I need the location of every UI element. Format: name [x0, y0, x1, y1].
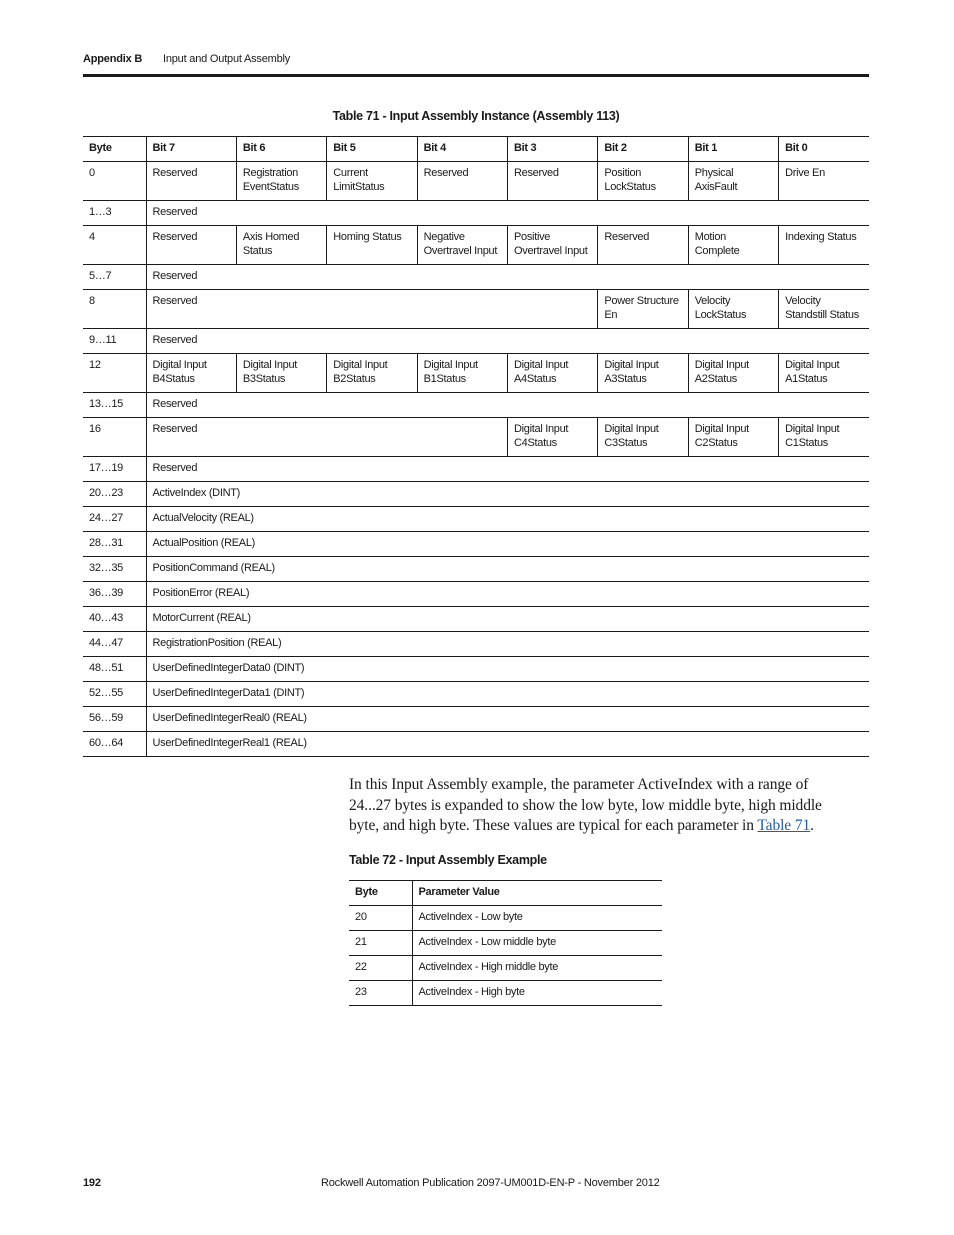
- table-row: [83, 657, 869, 682]
- bit-cell: UserDefinedIntegerData0 (DINT): [146, 657, 869, 682]
- bit-cell: UserDefinedIntegerData1 (DINT): [146, 682, 869, 707]
- table72-header-cell: Parameter Value: [412, 881, 662, 906]
- bit-cell: Current LimitStatus: [327, 162, 417, 201]
- publication-info: Rockwell Automation Publication 2097-UM001D-EN-P - November 2012: [321, 1177, 660, 1189]
- bit-cell: Reserved: [417, 162, 507, 201]
- bit-cell: ActualVelocity (REAL): [146, 507, 869, 532]
- table71-header-cell: Bit 1: [688, 137, 778, 162]
- table71-header-cell: Bit 3: [508, 137, 598, 162]
- byte-cell: 4: [83, 226, 146, 265]
- table71-link[interactable]: Table 71: [757, 817, 811, 834]
- table-row: [83, 201, 869, 226]
- table72-caption: Table 72 - Input Assembly Example: [349, 853, 547, 867]
- bit-cell: Motion Complete: [688, 226, 778, 265]
- parameter-value-cell: ActiveIndex - Low middle byte: [412, 931, 662, 956]
- table-row: [83, 290, 869, 329]
- table-row: [83, 226, 869, 265]
- bit-cell: Reserved: [508, 162, 598, 201]
- bit-cell: Reserved: [146, 201, 869, 226]
- table-row: [83, 682, 869, 707]
- byte-cell: 56…59: [83, 707, 146, 732]
- bit-cell: Registration EventStatus: [236, 162, 326, 201]
- table71-header-cell: Bit 5: [327, 137, 417, 162]
- input-assembly-table: [83, 136, 869, 757]
- byte-cell: 9…11: [83, 329, 146, 354]
- table71-header-cell: Bit 6: [236, 137, 326, 162]
- parameter-value-cell: ActiveIndex - High middle byte: [412, 956, 662, 981]
- bit-cell: Digital Input C3Status: [598, 418, 688, 457]
- byte-cell: 20…23: [83, 482, 146, 507]
- bit-cell: UserDefinedIntegerReal0 (REAL): [146, 707, 869, 732]
- page-header: [83, 53, 290, 65]
- bit-cell: Position LockStatus: [598, 162, 688, 201]
- byte-cell: 28…31: [83, 532, 146, 557]
- byte-cell: 32…35: [83, 557, 146, 582]
- bit-cell: ActiveIndex (DINT): [146, 482, 869, 507]
- byte-cell: 21: [349, 931, 412, 956]
- table71-header-cell: Bit 4: [417, 137, 507, 162]
- bit-cell: RegistrationPosition (REAL): [146, 632, 869, 657]
- table-row: [83, 707, 869, 732]
- table-row: [349, 956, 662, 981]
- byte-cell: 13…15: [83, 393, 146, 418]
- bit-cell: Digital Input B3Status: [236, 354, 326, 393]
- table71-header-cell: Bit 0: [779, 137, 869, 162]
- table-row: [83, 354, 869, 393]
- paragraph-end: .: [810, 817, 814, 834]
- table-row: [83, 393, 869, 418]
- table-row: [349, 906, 662, 931]
- byte-cell: 5…7: [83, 265, 146, 290]
- table-row: [83, 582, 869, 607]
- bit-cell: Reserved: [146, 290, 598, 329]
- table-row: [83, 532, 869, 557]
- bit-cell: Reserved: [146, 393, 869, 418]
- paragraph-text: In this Input Assembly example, the parameter ActiveIndex with a range of 24...27 bytes is expanded to show the low byte, low middle byte, high middle byte, and high byte. These values are typical for each parameter in: [349, 776, 822, 834]
- byte-cell: 20: [349, 906, 412, 931]
- page-number: 192: [83, 1177, 101, 1189]
- table-row: [83, 418, 869, 457]
- table72-header-cell: Byte: [349, 881, 412, 906]
- table-row: [349, 931, 662, 956]
- byte-cell: 17…19: [83, 457, 146, 482]
- table-row: [83, 632, 869, 657]
- byte-cell: 48…51: [83, 657, 146, 682]
- table-row: [83, 607, 869, 632]
- byte-cell: 23: [349, 981, 412, 1006]
- table71-header-cell: Bit 2: [598, 137, 688, 162]
- table-row: [349, 981, 662, 1006]
- table71-header-cell: Bit 7: [146, 137, 236, 162]
- table71-header-cell: Byte: [83, 137, 146, 162]
- byte-cell: 24…27: [83, 507, 146, 532]
- bit-cell: Drive En: [779, 162, 869, 201]
- table-row: [83, 162, 869, 201]
- bit-cell: Homing Status: [327, 226, 417, 265]
- bit-cell: UserDefinedIntegerReal1 (REAL): [146, 732, 869, 757]
- bit-cell: Reserved: [146, 162, 236, 201]
- bit-cell: Digital Input A4Status: [508, 354, 598, 393]
- bit-cell: Velocity LockStatus: [688, 290, 778, 329]
- byte-cell: 8: [83, 290, 146, 329]
- byte-cell: 16: [83, 418, 146, 457]
- bit-cell: Reserved: [146, 226, 236, 265]
- table-row: [83, 507, 869, 532]
- bit-cell: Indexing Status: [779, 226, 869, 265]
- byte-cell: 22: [349, 956, 412, 981]
- bit-cell: Digital Input C1Status: [779, 418, 869, 457]
- body-paragraph: [349, 775, 849, 837]
- bit-cell: Axis Homed Status: [236, 226, 326, 265]
- bit-cell: ActualPosition (REAL): [146, 532, 869, 557]
- bit-cell: Digital Input B4Status: [146, 354, 236, 393]
- bit-cell: Digital Input A3Status: [598, 354, 688, 393]
- table71-caption: Table 71 - Input Assembly Instance (Assembly 113): [332, 109, 620, 123]
- bit-cell: Digital Input B2Status: [327, 354, 417, 393]
- bit-cell: Reserved: [146, 457, 869, 482]
- byte-cell: 52…55: [83, 682, 146, 707]
- header-rule: [83, 74, 869, 77]
- table71-header-row: [83, 137, 869, 162]
- table-row: [83, 482, 869, 507]
- bit-cell: Digital Input C2Status: [688, 418, 778, 457]
- table-row: [83, 557, 869, 582]
- byte-cell: 60…64: [83, 732, 146, 757]
- bit-cell: Positive Overtravel Input: [508, 226, 598, 265]
- byte-cell: 0: [83, 162, 146, 201]
- bit-cell: Digital Input A1Status: [779, 354, 869, 393]
- bit-cell: Reserved: [146, 329, 869, 354]
- byte-cell: 36…39: [83, 582, 146, 607]
- bit-cell: PositionCommand (REAL): [146, 557, 869, 582]
- bit-cell: Reserved: [146, 265, 869, 290]
- input-assembly-example-table: [349, 880, 662, 1006]
- table-row: [83, 329, 869, 354]
- header-title: Input and Output Assembly: [162, 53, 291, 65]
- byte-cell: 40…43: [83, 607, 146, 632]
- byte-cell: 44…47: [83, 632, 146, 657]
- bit-cell: Velocity Standstill Status: [779, 290, 869, 329]
- bit-cell: Physical AxisFault: [688, 162, 778, 201]
- bit-cell: Reserved: [146, 418, 508, 457]
- bit-cell: Power Structure En: [598, 290, 688, 329]
- bit-cell: MotorCurrent (REAL): [146, 607, 869, 632]
- table-row: [83, 265, 869, 290]
- bit-cell: Reserved: [598, 226, 688, 265]
- table72-header-row: [349, 881, 662, 906]
- bit-cell: Digital Input A2Status: [688, 354, 778, 393]
- byte-cell: 12: [83, 354, 146, 393]
- bit-cell: Digital Input C4Status: [508, 418, 598, 457]
- table-row: [83, 457, 869, 482]
- table-row: [83, 732, 869, 757]
- byte-cell: 1…3: [83, 201, 146, 226]
- parameter-value-cell: ActiveIndex - High byte: [412, 981, 662, 1006]
- bit-cell: Negative Overtravel Input: [417, 226, 507, 265]
- bit-cell: Digital Input B1Status: [417, 354, 507, 393]
- header-appendix: Appendix B: [83, 53, 143, 65]
- bit-cell: PositionError (REAL): [146, 582, 869, 607]
- parameter-value-cell: ActiveIndex - Low byte: [412, 906, 662, 931]
